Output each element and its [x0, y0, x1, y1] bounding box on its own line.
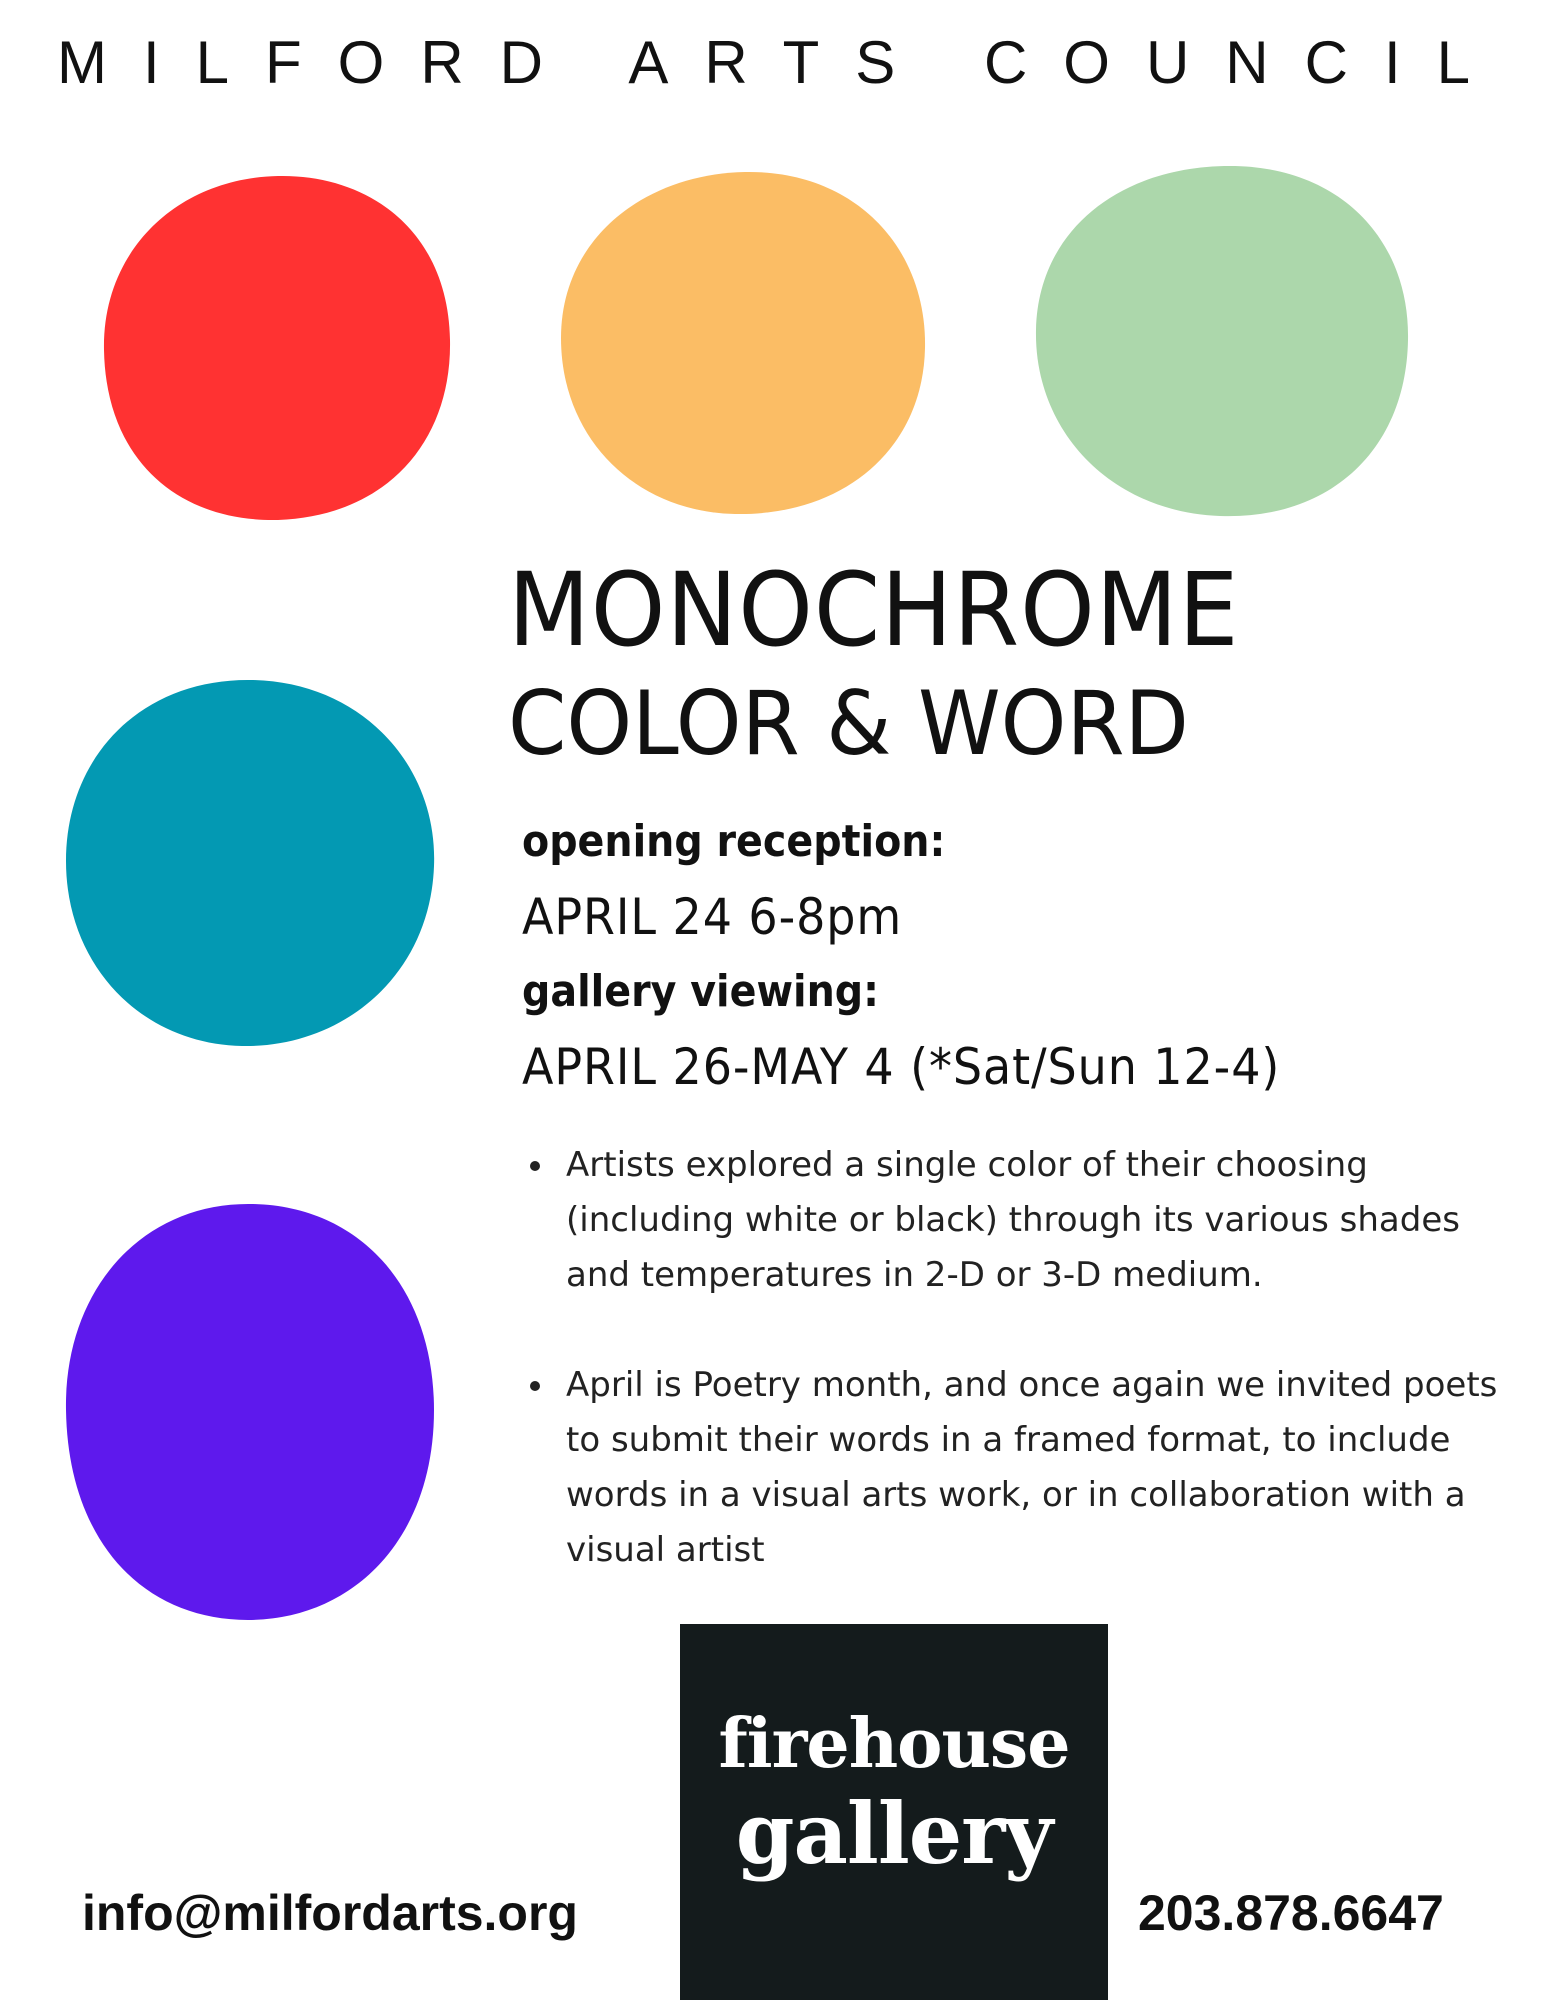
list-item: [530, 1358, 1530, 1578]
logo-line-1: firehouse: [718, 1704, 1070, 1784]
reception-value: APRIL 24 6-8pm: [522, 888, 903, 946]
description-list: [530, 1138, 1530, 1633]
list-item-text: Artists explored a single color of their choosing (including white or black) through its various shades and temperatures in 2-D or 3-D medium.: [566, 1145, 1460, 1295]
orange-circle: [555, 168, 929, 518]
teal-circle: [62, 676, 440, 1050]
bullet-icon: [530, 1381, 540, 1391]
bullet-icon: [530, 1161, 540, 1171]
green-circle: [1030, 160, 1412, 524]
viewing-label: gallery viewing:: [522, 966, 879, 1017]
organization-name: MILFORD ARTS COUNCIL: [57, 29, 1506, 96]
purple-circle: [62, 1200, 438, 1624]
firehouse-gallery-logo: [680, 1624, 1108, 2000]
list-item: [530, 1138, 1530, 1303]
red-circle: [98, 170, 454, 526]
title-line-1: MONOCHROME: [508, 551, 1240, 670]
contact-phone[interactable]: 203.878.6647: [1138, 1885, 1444, 1941]
reception-label: opening reception:: [522, 816, 946, 867]
contact-email[interactable]: info@milfordarts.org: [82, 1885, 578, 1941]
viewing-value: APRIL 26-MAY 4 (*Sat/Sun 12-4): [522, 1038, 1281, 1096]
logo-line-2: gallery: [735, 1784, 1053, 1883]
title-line-2: COLOR & WORD: [508, 672, 1189, 775]
list-item-text: April is Poetry month, and once again we invited poets to submit their words in a framed format, to include words in a visual arts work, or in collaboration with a visual artist: [566, 1365, 1498, 1570]
